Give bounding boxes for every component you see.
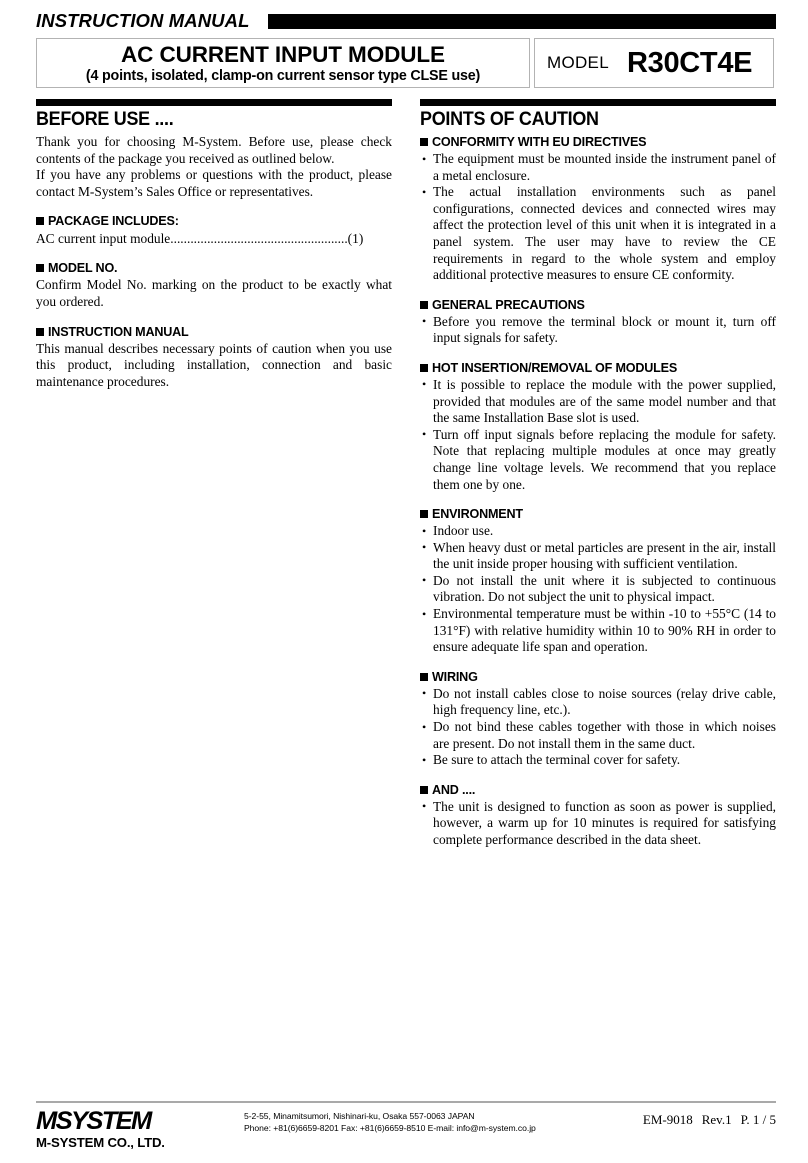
before-use-column [36, 99, 392, 390]
package-includes-heading [36, 213, 392, 229]
points-of-caution-column [420, 99, 776, 849]
instruction-manual-text: This manual describes necessary points of caution when you use this product, including installation, connection and basic maintenance procedures. [36, 340, 392, 389]
hot-insertion-heading [420, 360, 776, 376]
square-bullet-icon [36, 264, 44, 272]
section-rule-left [36, 99, 392, 106]
list-item: • The actual installation environments such as panel configurations, connected devices and connected wires may affect the protection level of this unit when it is integrated in a panel system. The user may have to review the CE requirements in regard to the whole system and employ additional protective measures to ensure CE conformity. [420, 184, 776, 284]
square-bullet-icon [420, 510, 428, 518]
before-use-heading: BEFORE USE .... [36, 108, 174, 130]
square-bullet-icon [420, 138, 428, 146]
and-label: AND .... [432, 782, 476, 797]
product-title: AC CURRENT INPUT MODULE [121, 42, 445, 67]
square-bullet-icon [420, 673, 428, 681]
square-bullet-icon [420, 364, 428, 372]
list-item: • Environmental temperature must be within -10 to +55°C (14 to 131°F) with relative humidity within 10 to 90% RH in order to ensure adequate life span and operation. [420, 606, 776, 656]
list-item: • Before you remove the terminal block or mount it, turn off input signals for safety. [420, 314, 776, 347]
square-bullet-icon [420, 786, 428, 794]
hot-insertion-label: HOT INSERTION/REMOVAL OF MODULES [432, 360, 678, 375]
package-includes-label: PACKAGE INCLUDES: [48, 214, 179, 229]
environment-list [420, 523, 776, 656]
document-revision: Rev.1 [701, 1112, 732, 1127]
wiring-list [420, 686, 776, 769]
square-bullet-icon [36, 217, 44, 225]
model-label: MODEL [547, 53, 609, 72]
company-name: M-SYSTEM CO., LTD. [36, 1135, 165, 1150]
document-reference [643, 1112, 776, 1128]
masthead-title: INSTRUCTION MANUAL [36, 10, 250, 31]
product-subtitle: (4 points, isolated, clamp-on current sensor type CLSE use) [85, 68, 481, 84]
section-rule-right [420, 99, 776, 106]
general-precautions-label: GENERAL PRECAUTIONS [432, 297, 585, 312]
model-value: R30CT4E [626, 47, 753, 79]
document-number: EM-9018 [642, 1112, 693, 1127]
instruction-manual-label: INSTRUCTION MANUAL [48, 324, 189, 339]
masthead-rule [268, 14, 776, 29]
environment-heading [420, 506, 776, 522]
wiring-label: WIRING [432, 669, 478, 684]
list-item: • Do not bind these cables together with those in which noises are present. Do not install them in the same duct. [420, 719, 776, 752]
list-item: • Do not install cables close to noise sources (relay drive cable, high frequency line, etc.). [420, 686, 776, 719]
before-use-intro-2: If you have any problems or questions with the product, please contact M-System’s Sales Office or representatives. [36, 167, 392, 199]
model-no-label: MODEL NO. [48, 261, 118, 276]
company-logo [36, 1108, 216, 1151]
square-bullet-icon [36, 328, 44, 336]
list-item: • It is possible to replace the module with the power supplied, provided that modules are of the same model number and that the same Installation Base slot is used. [420, 377, 776, 427]
general-precautions-list [420, 314, 776, 347]
instruction-manual-heading [36, 324, 392, 340]
list-item: • Be sure to attach the terminal cover for safety. [420, 752, 776, 769]
points-of-caution-heading: POINTS OF CAUTION [420, 108, 599, 130]
address-line-1: 5-2-55, Minamitsumori, Nishinari-ku, Osaka 557-0063 JAPAN [244, 1111, 475, 1121]
list-item: • Indoor use. [420, 523, 776, 540]
list-item: • The unit is designed to function as soon as power is supplied, however, a warm up for 10 minutes is required for satisfying complete performance described in the data sheet. [420, 799, 776, 849]
and-heading [420, 782, 776, 798]
model-box [534, 38, 774, 88]
msystem-logo-icon: MSYSTEM [36, 1107, 151, 1135]
page-number: P. 1 / 5 [740, 1112, 776, 1127]
masthead [36, 10, 776, 34]
list-item: • Do not install the unit where it is subjected to continuous vibration. Do not subject the unit to physical impact. [420, 573, 776, 606]
package-contents-line: AC current input module.....................................................(1) [36, 231, 364, 247]
eu-directives-heading [420, 134, 776, 150]
square-bullet-icon [420, 301, 428, 309]
company-address [244, 1110, 536, 1134]
hot-insertion-list [420, 377, 776, 493]
product-title-box [36, 38, 530, 88]
model-no-heading [36, 260, 392, 276]
wiring-heading [420, 669, 776, 685]
list-item: • When heavy dust or metal particles are present in the air, install the unit inside proper housing with sufficient ventilation. [420, 540, 776, 573]
environment-label: ENVIRONMENT [432, 507, 523, 522]
model-no-text: Confirm Model No. marking on the product to be exactly what you ordered. [36, 277, 392, 309]
address-line-2: Phone: +81(6)6659-8201 Fax: +81(6)6659-8510 E-mail: info@m-system.co.jp [244, 1123, 536, 1133]
footer-divider [36, 1101, 776, 1103]
eu-directives-list [420, 151, 776, 284]
footer [36, 1105, 776, 1153]
list-item: • The equipment must be mounted inside the instrument panel of a metal enclosure. [420, 151, 776, 184]
and-list [420, 799, 776, 849]
general-precautions-heading [420, 297, 776, 313]
eu-directives-label: CONFORMITY WITH EU DIRECTIVES [432, 135, 647, 149]
list-item: • Turn off input signals before replacing the module for safety. Note that replacing multiple modules at once may greatly change line voltage levels. We recommend that you replace them one by one. [420, 427, 776, 493]
before-use-intro-1: Thank you for choosing M-System. Before use, please check contents of the package you received as outlined below. [36, 134, 392, 166]
